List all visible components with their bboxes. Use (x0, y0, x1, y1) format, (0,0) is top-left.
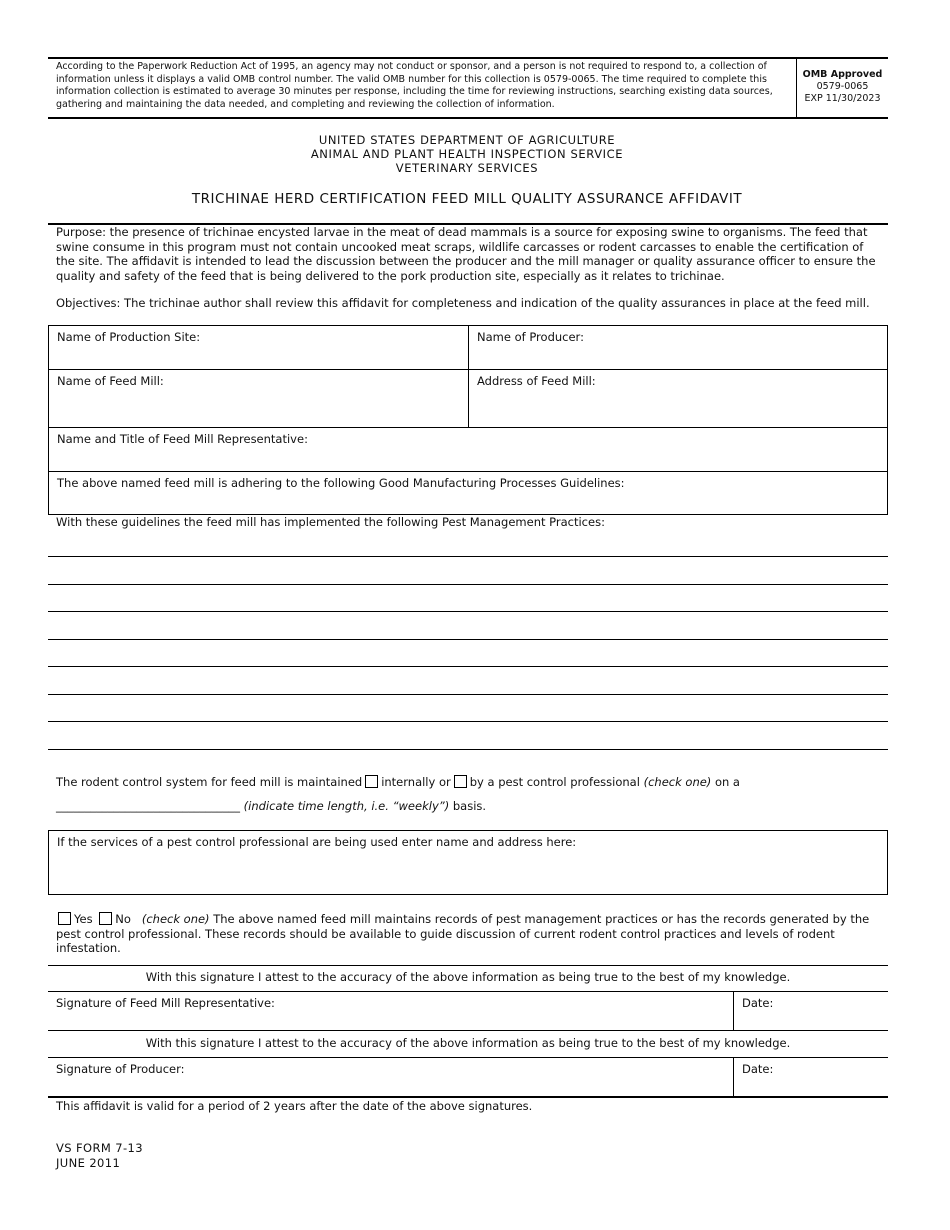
producer-name-field[interactable] (468, 325, 888, 370)
paperwork-notice: According to the Paperwork Reduction Act of 1995, an agency may not conduct or sponsor, and a person is not required to respond to, a collection of information unless it displays a valid OMB control number. The valid OMB number for this collection is 0579-0065. The time required to complete this information collection is estimated to average 30 minutes per response, including the time for reviewing instructions, searching existing data sources, gathering and maintaining the data needed, and completing and reviewing the collection of information. (56, 61, 773, 110)
pest-practices-line-4[interactable] (48, 639, 888, 640)
producer-date-label: Date: (742, 1062, 774, 1076)
producer-signature-label: Signature of Producer: (56, 1062, 185, 1076)
representative-label: Name and Title of Feed Mill Representative: (57, 432, 308, 446)
producer-signature-field[interactable] (48, 1057, 734, 1098)
pest-pro-field[interactable] (48, 830, 888, 895)
validity-note: This affidavit is valid for a period of 2 years after the date of the above signatures. (56, 1099, 533, 1113)
pest-pro-label: If the services of a pest control professional are being used enter name and address here: (57, 835, 577, 849)
records-no-label: No (115, 912, 131, 926)
footer-form-info (56, 1141, 143, 1170)
rep-date-label: Date: (742, 996, 774, 1010)
time-length-hint: (indicate time length, i.e. “weekly”) (243, 799, 450, 813)
omb-title: OMB Approved (802, 69, 883, 80)
agency-line1: UNITED STATES DEPARTMENT OF AGRICULTURE (318, 133, 616, 147)
feed-mill-address-label: Address of Feed Mill: (477, 374, 596, 388)
rodent-part1: The rodent control system for feed mill is maintained (56, 775, 363, 789)
feed-mill-address-field[interactable] (468, 369, 888, 428)
records-statement (56, 912, 882, 956)
pest-practices-label: With these guidelines the feed mill has implemented the following Pest Management Practices: (56, 515, 605, 529)
rodent-check-one: (check one) (643, 775, 712, 789)
rep-signature-label: Signature of Feed Mill Representative: (56, 996, 275, 1010)
pest-practices-line-2[interactable] (48, 584, 888, 585)
gmp-label: The above named feed mill is adhering to the following Good Manufacturing Processes Guidelines: (57, 476, 625, 490)
records-yes-checkbox[interactable] (58, 912, 71, 925)
records-text: The above named feed mill maintains records of pest management practices or has the records generated by the pest control professional. These records should be available to guide discussion of current rodent control practices and levels of rodent infestation. (56, 912, 870, 955)
footer-form-number: VS FORM 7-13 (56, 1141, 143, 1155)
time-length-blank[interactable]: ________________________________ (56, 799, 240, 813)
header-top-rule (48, 57, 888, 59)
objectives-text: Objectives: The trichinae author shall review this affidavit for completeness and indication of the quality assurances in place at the feed mill. (56, 296, 870, 310)
feed-mill-name-field[interactable] (48, 369, 469, 428)
internally-label: internally or (381, 775, 451, 789)
rep-date-field[interactable] (733, 991, 888, 1031)
agency-line3: VETERINARY SERVICES (395, 161, 539, 175)
pest-practices-line-5[interactable] (48, 666, 888, 667)
omb-number: 0579-0065 (816, 81, 869, 92)
attest-text-1: With this signature I attest to the accuracy of the above information as being true to the best of my knowledge. (145, 970, 791, 984)
pest-professional-checkbox[interactable] (454, 775, 467, 788)
footer-form-date: JUNE 2011 (56, 1155, 121, 1170)
omb-exp: EXP 11/30/2023 (804, 93, 881, 104)
form-title: TRICHINAE HERD CERTIFICATION FEED MILL QUALITY ASSURANCE AFFIDAVIT (191, 191, 743, 207)
production-site-field[interactable] (48, 325, 469, 370)
rodent-on-a: on a (714, 775, 740, 789)
records-yes-label: Yes (74, 912, 93, 926)
producer-date-field[interactable] (733, 1057, 888, 1098)
pest-practices-line-8[interactable] (48, 749, 888, 750)
producer-name-label: Name of Producer: (477, 330, 584, 344)
rep-signature-field[interactable] (48, 991, 734, 1031)
omb-block (797, 69, 888, 105)
production-site-label: Name of Production Site: (57, 330, 201, 344)
attest-rule-1 (48, 965, 888, 966)
pest-practices-line-3[interactable] (48, 611, 888, 612)
attest-text-2: With this signature I attest to the accuracy of the above information as being true to the best of my knowledge. (145, 1036, 791, 1050)
time-length-basis: basis. (452, 799, 487, 813)
gmp-field[interactable] (48, 471, 888, 515)
purpose-text: Purpose: the presence of trichinae encysted larvae in the meat of dead mammals is a source for exposing swine to organisms. The feed that swine consume in this program must not contain uncooked meat scraps, wildlife carcasses or rodent carcasses to enable the certification of the site. The affidavit is intended to lead the discussion between the producer and the mill manager or quality assurance officer to ensure the quality and safety of the feed that is being delivered to the pork production site, especially as it relates to trichinae. (56, 225, 876, 283)
records-no-checkbox[interactable] (99, 912, 112, 925)
pest-practices-line-7[interactable] (48, 721, 888, 722)
rodent-part2: by a pest control professional (469, 775, 640, 789)
rodent-control-line (56, 775, 740, 790)
records-check-one: (check one) (141, 912, 210, 926)
agency-line2: ANIMAL AND PLANT HEALTH INSPECTION SERVICE (310, 147, 624, 161)
feed-mill-name-label: Name of Feed Mill: (57, 374, 164, 388)
pest-practices-line-6[interactable] (48, 694, 888, 695)
header-bottom-rule (48, 117, 888, 119)
representative-field[interactable] (48, 427, 888, 472)
pest-practices-line-1[interactable] (48, 556, 888, 557)
agency-heading (0, 133, 934, 175)
internally-checkbox[interactable] (365, 775, 378, 788)
time-length-line (56, 799, 486, 814)
